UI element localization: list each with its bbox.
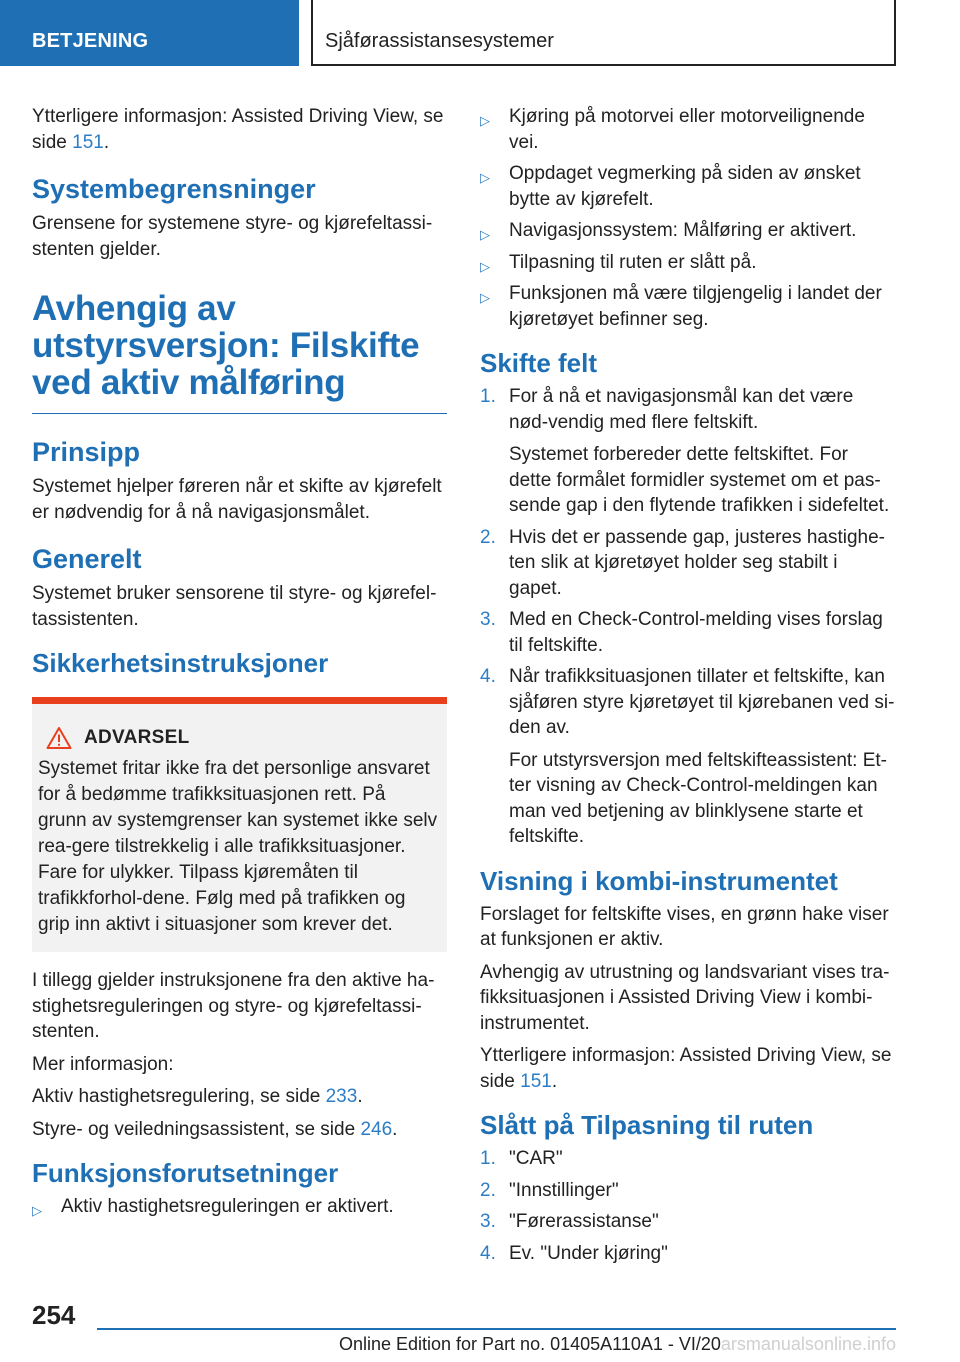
list-item: ▷ Kjøring på motorvei eller motorveilignende vei.	[480, 106, 865, 153]
step-item: 1. For å nå et navigasjonsmål kan det være nød-vendig med flere feltskift. Systemet forbereder dette feltskiftet. For dette formålet formidler systemet om et pas-sende gap i den flytende trafikken i sidefeltet.	[480, 384, 895, 519]
header-section-label: BETJENING	[32, 30, 149, 52]
heading-skifte-felt: Skifte felt	[480, 348, 598, 378]
bullet-triangle-icon: ▷	[480, 227, 490, 242]
warning-text: Systemet fritar ikke fra det personlige ansvaret for å bedømme trafikksituasjonen rett. På grunn av systemgrenser kan systemet ikke selv rea-gere tilstrekkelig i alle trafikksituasjoner. Fare for ulykker. Tilpass kjøremåten til trafikkforhol-dene. Følg med på trafikken og grip inn aktivt i situasjoner som krever det.	[38, 758, 438, 935]
bullet-triangle-icon: ▷	[480, 258, 490, 274]
prerequisite-bullet-list	[480, 104, 895, 332]
header-chapter-title: Sjåførassistansesystemer	[325, 30, 554, 52]
warning-box	[32, 697, 447, 952]
heading-prinsipp: Prinsipp	[32, 437, 141, 467]
bullet-triangle-icon: ▷	[480, 170, 490, 185]
step-item: 3. "Førerassistanse"	[480, 1211, 659, 1232]
heading-funksjonsforutsetninger: Funksjonsforutsetninger	[32, 1158, 339, 1188]
prinsipp-text: Systemet hjelper føreren når et skifte av kjørefelt er nødvendig for å nå navigasjonsmålet.	[32, 476, 442, 523]
list-item: ▷ Tilpasning til ruten er slått på.	[480, 250, 895, 276]
list-item: ▷ Aktiv hastighetsreguleringen er aktivert.	[32, 1194, 447, 1220]
step-item: 1. "CAR"	[480, 1148, 563, 1169]
footer-edition: Online Edition for Part no. 01405A110A1 - VI/20arsmanualsonline.info	[338, 1334, 896, 1354]
step-subtext: For utstyrsversjon med feltskifteassistent: Et-ter visning av Check-Control-meldingen kan man ved betjening av blinklysene starte et feltskifte.	[509, 749, 888, 847]
warning-triangle-icon	[46, 726, 72, 750]
left-column	[32, 104, 447, 1226]
step-item: 4. Når trafikksituasjonen tillater et feltskifte, kan sjåføren styre kjøretøyet til kjørebanen ved si-den av. For utstyrsversjon med feltskifteassistent: Et-ter visning av Check-Control-meldingen kan man ved betjening av blinklysene starte et feltskifte.	[480, 664, 895, 850]
page-link-246[interactable]: 246	[360, 1118, 393, 1140]
visning-p2: Avhengig av utrustning og landsvariant vises tra-fikksituasjonen i Assisted Driving View i kombi-instrumentet.	[480, 961, 890, 1034]
list-item: ▷ Oppdaget vegmerking på siden av ønsket bytte av kjørefelt.	[480, 163, 861, 210]
bullet-triangle-icon: ▷	[480, 290, 490, 305]
list-item: ▷ Navigasjonssystem: Målføring er aktivert.	[480, 218, 895, 244]
more-info-label: Mer informasjon:	[32, 1053, 174, 1075]
footer-rule	[97, 1328, 896, 1330]
heading-generelt: Generelt	[32, 544, 142, 574]
step-item: 3. Med en Check-Control-melding vises forslag til feltskifte.	[480, 609, 883, 656]
intro-paragraph: Ytterligere informasjon: Assisted Driving View, se side 151.	[32, 106, 444, 153]
header-chapter-box	[311, 0, 896, 66]
main-section-heading: Avhengig av utstyrsversjon: Filskifte ved aktiv målføring	[32, 290, 447, 414]
footer-watermark: arsmanualsonline.info	[720, 1334, 896, 1354]
heading-sikkerhet: Sikkerhetsinstruksjoner	[32, 648, 329, 678]
skifte-steps-list	[480, 384, 895, 850]
heading-visning: Visning i kombi-instrumentet	[480, 865, 838, 896]
bullet-triangle-icon: ▷	[480, 113, 490, 128]
page-link-151[interactable]: 151	[72, 131, 104, 153]
page-link-233[interactable]: 233	[325, 1086, 358, 1107]
visning-p3: Ytterligere informasjon: Assisted Driving View, se side 151.	[480, 1045, 892, 1092]
step-item: 2. "Innstillinger"	[480, 1179, 619, 1201]
header-section-tab	[0, 0, 299, 66]
ref-hastighetsregulering: Aktiv hastighetsregulering, se side 233.	[32, 1086, 363, 1107]
generelt-text: Systemet bruker sensorene til styre- og kjørefel-tassistenten.	[32, 583, 437, 630]
heading-systembegrensninger: Systembegrensninger	[32, 174, 316, 204]
step-subtext: Systemet forbereder dette feltskiftet. For dette formålet formidler systemet om et pas-sende gap i den flytende trafikken i sidefeltet.	[509, 444, 890, 516]
additional-instructions-text: I tillegg gjelder instruksjonene fra den aktive ha-stighetsreguleringen og styre- og kjørefeltassi-stenten.	[32, 970, 435, 1042]
step-item: 4. Ev. "Under kjøring"	[480, 1242, 668, 1264]
heading-slatt-pa: Slått på Tilpasning til ruten	[480, 1110, 814, 1140]
visning-p1: Forslaget for feltskifte vises, en grønn hake viser at funksjonen er aktiv.	[480, 903, 889, 950]
slatt-steps-list	[480, 1146, 895, 1266]
funksjon-bullet-list	[32, 1194, 447, 1220]
warning-title: ADVARSEL	[84, 727, 190, 748]
list-item: ▷ Funksjonen må være tilgjengelig i landet der kjøretøyet befinner seg.	[480, 283, 882, 330]
page-number: 254	[32, 1300, 76, 1330]
right-column	[480, 104, 895, 1272]
bullet-triangle-icon: ▷	[32, 1203, 42, 1218]
warning-header	[38, 726, 439, 750]
page-link-151[interactable]: 151	[520, 1070, 552, 1092]
systembegrensninger-text: Grensene for systemene styre- og kjørefeltassi-stenten gjelder.	[32, 213, 433, 260]
ref-styreassistent: Styre- og veiledningsassistent, se side 246.	[32, 1118, 398, 1140]
step-item: 2. Hvis det er passende gap, justeres hastighe-ten slik at kjøretøyet holder seg stabilt i gapet.	[480, 526, 885, 599]
